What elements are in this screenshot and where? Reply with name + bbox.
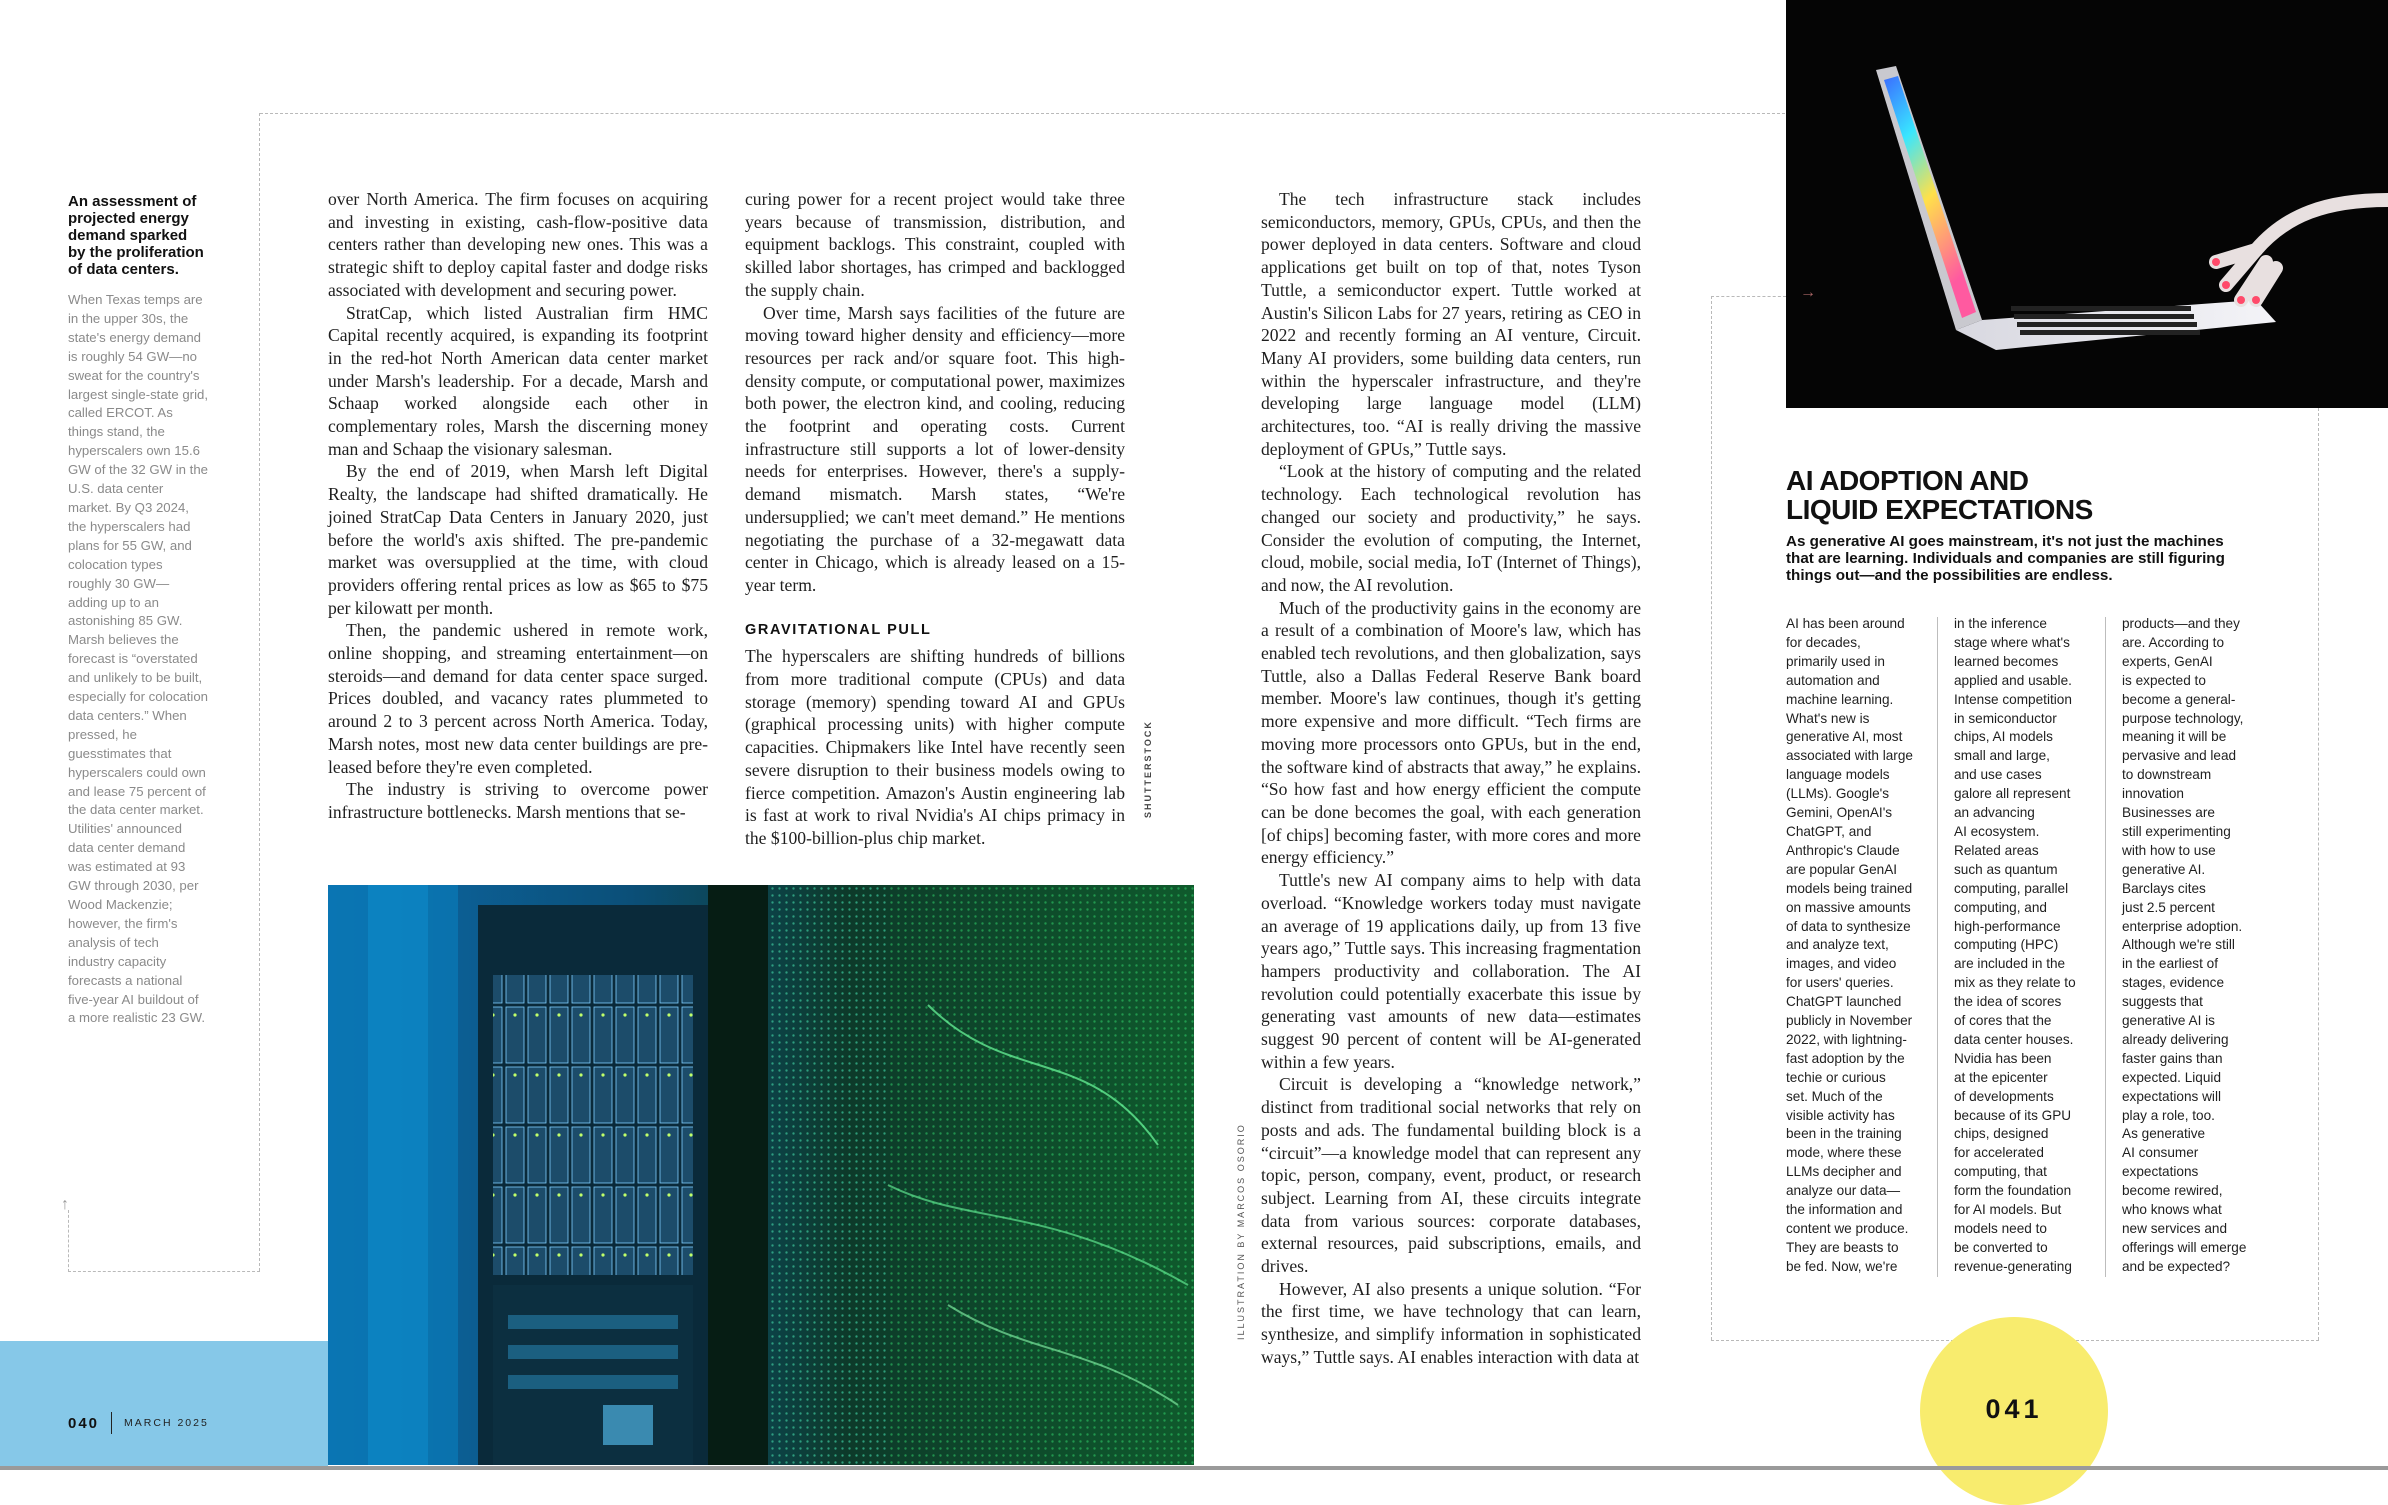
sidebar-frame-right — [2318, 408, 2319, 1340]
sidebar-column-b: in the inference stage where what's learned becomes applied and usable. Intense competition in semiconductor chips, AI models small and large, and use cases galore all represent an advancing AI ecosystem. Related areas such as quantum computing, parallel computing, and high-performance computing (HPC) are included in the mix as they relate to the idea of scores of cores that the data center houses. Nvidia has been at the epicenter of developments because of its GPU chips, designed for accelerated computing, that form the foundation for AI models. But models need to be converted to revenue-generating — [1954, 616, 2076, 1274]
article-column-2 — [745, 188, 1125, 850]
sidenote — [68, 193, 208, 1028]
frame-top-rule — [260, 113, 1785, 114]
issue-date: MARCH 2025 — [124, 1417, 209, 1429]
sidebar-title-line: AI ADOPTION AND — [1786, 465, 2029, 496]
paragraph: The tech infrastructure stack includes semiconductors, memory, GPUs, CPUs, and then the power deployed in data centers. Software and cloud applications get built on top of that, notes Tyson Tuttle, a semiconductor expert. Tuttle worked at Austin's Silicon Labs for 27 years, retiring as CEO in 2022 and recently forming an AI venture, Circuit. Many AI providers, some building data centers, run within the hyperscaler infrastructure, and they're developing large language model (LLM) architectures, too. “AI is really driving the massive deployment of GPUs,” Tuttle says. — [1261, 189, 1641, 459]
page-folio-left — [68, 1412, 209, 1434]
paragraph: Tuttle's new AI company aims to help with data overload. “Knowledge workers today must navigate an average of 19 applications daily, up from 13 five years ago,” Tuttle says. This increasing fragmentation hampers productivity and collaboration. The AI revolution could potentially exacerbate this issue by generating vast amounts of new data—estimates suggest 90 percent of content will be AI-generated within a few years. — [1261, 870, 1641, 1072]
sidebar-title — [1786, 466, 2093, 524]
article-column-3 — [1261, 188, 1641, 1369]
photo-credit: SHUTTERSTOCK — [1143, 720, 1153, 818]
paragraph: The industry is striving to overcome power infrastructure bottlenecks. Marsh mentions that se- — [328, 779, 708, 822]
arrow-right-icon: → — [1800, 284, 1816, 301]
paragraph: Over time, Marsh says facilities of the future are moving toward higher density and efficiency—more resources per rack and/or square foot. This high-density compute, or computational power, maximizes both power, the electron kind, and cooling, reducing the footprint and operating costs. Current infrastructure still supports a lot of lower-density needs for enterprises. However, there's a supply-demand mismatch. Marsh states, “We're undersupplied; we can't meet demand.” He mentions negotiating the purchase of a 32-megawatt data center in Chicago, which is already leased on a 15-year term. — [745, 302, 1125, 595]
sidebar-column-c: products—and they are. According to experts, GenAI is expected to become a general- purpose technology, meaning it will be pervasive and lead to downstream innovation Businesses are still experimenting with how to use generative AI. Barclays cites just 2.5 percent enterprise adoption. Although we're still in the earliest of stages, evidence suggests that generative AI is already delivering faster gains than expected. Liquid expectations will play a role, too. As generative AI consumer expectations become rewired, who knows what new services and offerings will emerge and be expected? — [2122, 616, 2247, 1274]
paragraph: Then, the pandemic ushered in remote work, online shopping, and streaming entertainment—on steroids—and demand for data center space surged. Prices doubled, and vacancy rates plummeted to around 2 to 3 percent across North America. Today, Marsh notes, most new data center buildings are pre-leased before they're even completed. — [328, 620, 708, 777]
robot-laptop-illustration — [1786, 0, 2388, 408]
arrow-up-icon: ↑ — [61, 1196, 69, 1213]
page-number-right: 041 — [1985, 1394, 2043, 1424]
paragraph: However, AI also presents a unique solution. “For the first time, we have technology that can learn, synthesize, and simplify information in sophisticated ways,” Tuttle says. AI enables interaction with data at — [1261, 1278, 1641, 1367]
sidebar-dek: As generative AI goes mainstream, it's not just the machines that are learning. Individuals and companies are still figuring things out—and the possibilities are endless. — [1786, 533, 2225, 584]
paragraph: StratCap, which listed Australian firm HMC Capital recently acquired, is expanding its footprint in the red-hot North American data center market under Marsh's leadership. For a decade, Marsh and Schaap worked alongside each other in complementary roles, Marsh the discerning money man and Schaap the visionary salesman. — [328, 302, 708, 459]
sidenote-heading: An assessment of projected energy demand sparked by the proliferation of data centers. — [68, 193, 204, 278]
sidebar-column-divider — [2105, 617, 2106, 1277]
frame-bottom-rule — [68, 1271, 260, 1272]
folio-divider — [111, 1412, 112, 1434]
sidebar-frame-top — [1711, 296, 1786, 297]
section-heading: GRAVITATIONAL PULL — [745, 621, 932, 638]
frame-sidenote-rule — [68, 1210, 69, 1272]
server-rack-photo — [328, 885, 1194, 1465]
sidebar-column-divider — [1937, 617, 1938, 1277]
article-column-1 — [328, 188, 708, 824]
footer-accent-bar — [0, 1341, 328, 1470]
sidebar-frame-left — [1711, 296, 1712, 1340]
paragraph: over North America. The firm focuses on acquiring and investing in existing, cash-flow-positive data centers rather than developing new ones. This was a strategic shift to deploy capital faster and dodge risks associated with development and securing power. — [328, 189, 708, 300]
frame-left-rule — [259, 113, 260, 1271]
paragraph: “Look at the history of computing and the related technology. Each technological revolution has changed our society and productivity,” he says. Consider the evolution of computing, the Internet, cloud, mobile, social media, IoT (Internet of Things), and now, the AI revolution. — [1261, 461, 1641, 595]
paragraph: By the end of 2019, when Marsh left Digital Realty, the landscape had shifted dramatically. He joined StratCap Data Centers in January 2020, just before the world's axis shifted. The pre-pandemic market was oversupplied at the time, with cloud providers offering rental prices as low as $65 to $75 per kilowatt per month. — [328, 461, 708, 618]
page-bottom-edge — [0, 1466, 2388, 1470]
page-number: 040 — [68, 1414, 100, 1432]
paragraph: The hyperscalers are shifting hundreds of billions from more traditional compute (CPUs) and data storage (memory) spending toward AI and GPUs (graphical processing units) with higher compute capacities. Chipmakers like Intel have recently seen severe disruption to their business models owing to fierce competition. Amazon's Austin engineering lab is fast at work to rival Nvidia's AI chips primacy in the $100-billion-plus chip market. — [745, 646, 1125, 848]
illustration-credit: ILLUSTRATION BY MARCOS OSORIO — [1236, 1123, 1246, 1340]
paragraph: curing power for a recent project would take three years because of transmission, distribution, and equipment backlogs. This constraint, coupled with skilled labor shortages, has crimped and backlogged the supply chain. — [745, 189, 1125, 300]
sidenote-body: When Texas temps are in the upper 30s, the state's energy demand is roughly 54 GW—no sweat for the country's largest single-state grid, called ERCOT. As things stand, the hyperscalers own 15.6 GW of the 32 GW in the U.S. data center market. By Q3 2024, the hyperscalers had plans for 55 GW, and colocation types roughly 30 GW—adding up to an astonishing 85 GW. Marsh believes the forecast is “overstated and unlikely to be built, especially for colocation data centers.” When pressed, he guesstimates that hyperscalers could own and lease 75 percent of the data center market. Utilities' announced data center demand was estimated at 93 GW through 2030, per Wood Mackenzie; however, the firm's analysis of tech industry capacity forecasts a national five-year AI buildout of a more realistic 23 GW. — [68, 292, 209, 1026]
paragraph: Much of the productivity gains in the economy are a result of a combination of Moore's law, which has enabled tech revolutions, and then globalization, says Tuttle, also a Dallas Federal Reserve Bank board member. Moore's law continues, though it's getting more expensive and more difficult. “Tech firms are moving more processors onto GPUs, but in the end, the software kind of abstracts that away,” he explains. “So how fast and how energy efficient the compute can be done becomes the goal, with each generation [of chips] becoming faster, with more cores and more energy efficiency.” — [1261, 597, 1641, 868]
paragraph: Circuit is developing a “knowledge network,” distinct from traditional social networks that rely on posts and ads. The fundamental building block is a “circuit”—a knowledge model that can represent any topic, person, company, event, product, or research subject. Learning from AI, these circuits integrate data from various sources: corporate databases, external resources, paid subscriptions, emails, and drives. — [1261, 1074, 1641, 1277]
sidebar-title-line: LIQUID EXPECTATIONS — [1786, 494, 2093, 525]
sidebar-column-a: AI has been around for decades, primarily used in automation and machine learning. What's new is generative AI, most associated with large language models (LLMs). Google's Gemini, OpenAI's ChatGPT, and Anthropic's Claude are popular GenAI models being trained on massive amounts of data to synthesize and analyze text, images, and video for users' queries. ChatGPT launched publicly in November 2022, with lightning- fast adoption by the techie or curious set. Much of the visible activity has been in the training mode, where these LLMs decipher and analyze our data— the information and content we produce. They are beasts to be fed. Now, we're — [1786, 616, 1913, 1274]
